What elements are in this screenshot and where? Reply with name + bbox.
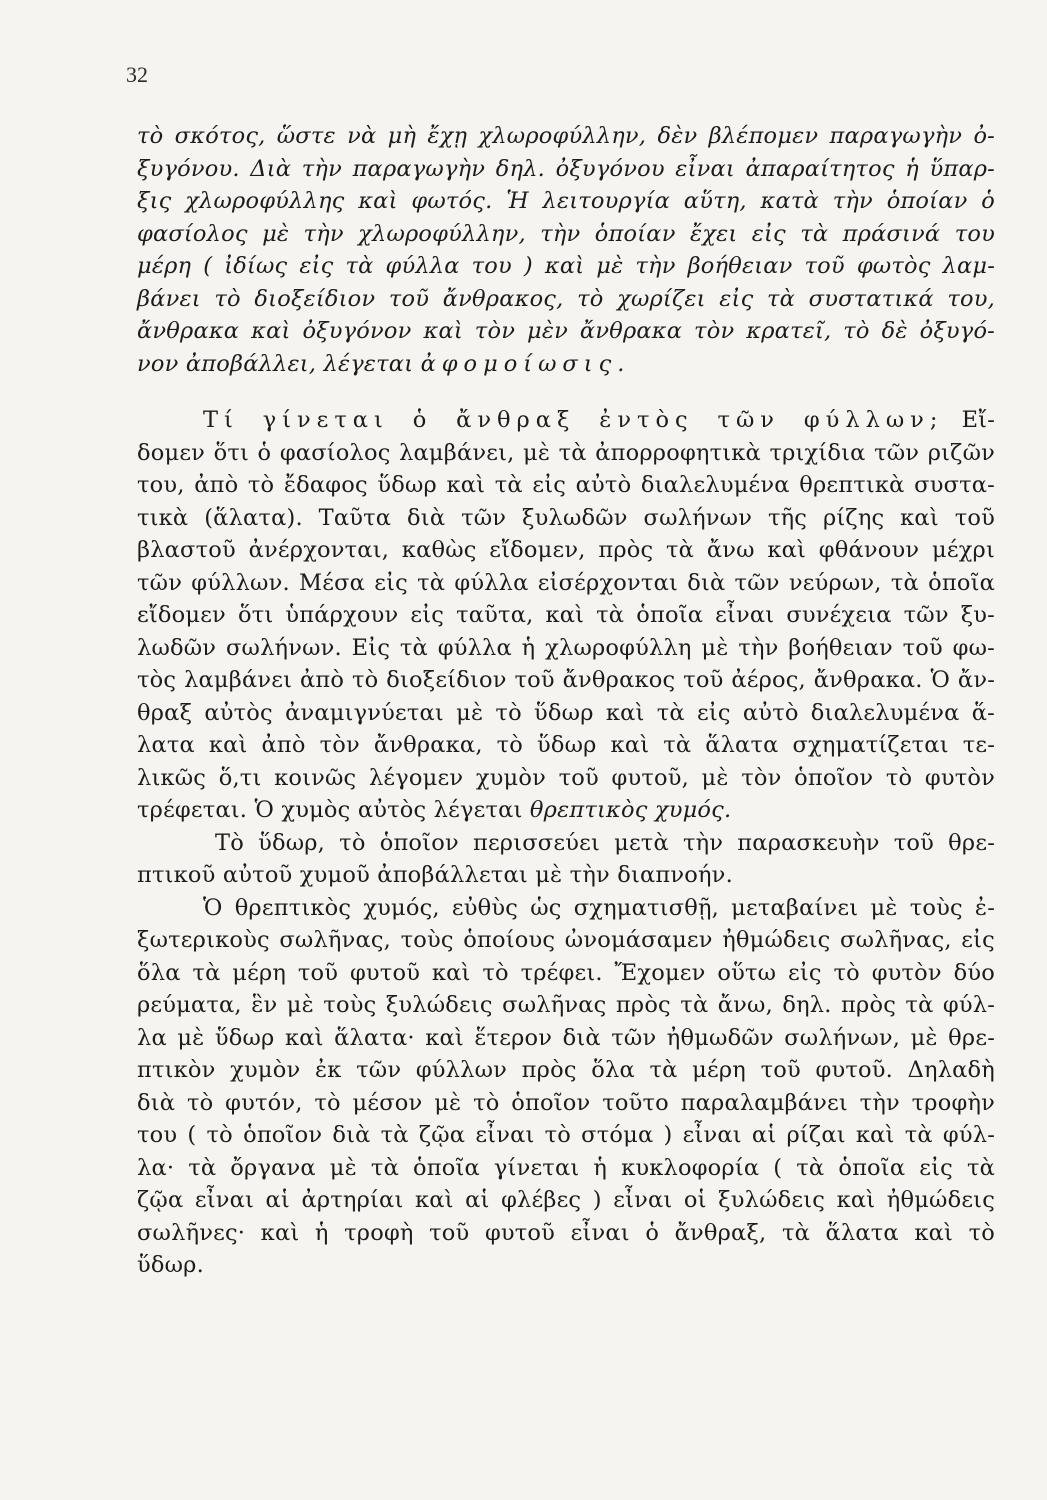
- text-line: λατα καὶ ἀπὸ τὸν ἄνθρακα, τὸ ὕδωρ καὶ τὰ ἅλατα σχηματίζεται τε-: [137, 732, 995, 758]
- text-line: ὕδωρ.: [137, 1252, 204, 1278]
- text-line: πτικοῦ αὐτοῦ χυμοῦ ἀποβάλλεται μὲ τὴν διαπνοήν.: [137, 862, 733, 888]
- text-line: τὸ σκότος, ὥστε νὰ μὴ ἔχῃ χλωροφύλλην, δὲν βλέπομεν παραγωγὴν ὀ-: [137, 123, 995, 149]
- text-line: λικῶς ὅ,τι κοινῶς λέγομεν χυμὸν τοῦ φυτοῦ, μὲ τὸν ὁποῖον τὸ φυτὸν: [137, 764, 995, 791]
- text-line: του, ἀπὸ τὸ ἔδαφος ὕδωρ καὶ τὰ εἰς αὐτὸ διαλελυμένα θρεπτικὰ συστα-: [137, 472, 995, 498]
- text-line: Ὁ θρεπτικὸς χυμός, εὐθὺς ὡς σχηματισθῇ, μεταβαίνει μὲ τοὺς ἐ-: [203, 894, 995, 921]
- text-line: λα· τὰ ὄργανα μὲ τὰ ὁποῖα γίνεται ἡ κυκλοφορία ( τὰ ὁποῖα εἰς τὰ: [137, 1154, 995, 1181]
- text-fragment: νον ἀποβάλλει, λέγεται: [137, 350, 414, 377]
- text-line: ξυγόνου. Διὰ τὴν παραγωγὴν δηλ. ὀξυγόνου εἶναι ἀπαραίτητος ἡ ὕπαρ-: [137, 155, 995, 182]
- body-text: [137, 120, 995, 1282]
- text-fragment: τρέφεται. Ὁ χυμὸς αὐτὸς λέγεται: [137, 797, 523, 823]
- text-line: [137, 794, 995, 827]
- text-line: ὅλα τὰ μέρη τοῦ φυτοῦ καὶ τὸ τρέφει. Ἔχομεν οὕτω εἰς τὸ φυτὸν δύο: [137, 959, 995, 986]
- text-line: τῶν φύλλων. Μέσα εἰς τὰ φύλλα εἰσέρχονται διὰ τῶν νεύρων, τὰ ὁποῖα: [137, 569, 995, 596]
- text-line: λωδῶν σωλήνων. Εἰς τὰ φύλλα ἡ χλωροφύλλη μὲ τὴν βοήθειαν τοῦ φω-: [137, 634, 995, 661]
- text-line: θραξ αὐτὸς ἀναμιγνύεται μὲ τὸ ὕδωρ καὶ τὰ εἰς αὐτὸ διαλελυμένα ἅ-: [137, 699, 995, 726]
- text-line: βάνει τὸ διοξείδιον τοῦ ἄνθρακος, τὸ χωρίζει εἰς τὰ συστατικά του,: [137, 285, 995, 312]
- text-line: ξις χλωροφύλλης καὶ φωτός. Ἡ λειτουργία αὕτη, κατὰ τὴν ὁποίαν ὁ: [137, 188, 995, 214]
- page-number: 32: [126, 62, 148, 87]
- text-line: εἴδομεν ὅτι ὑπάρχουν εἰς ταῦτα, καὶ τὰ ὁποῖα εἶναι συνέχεια τῶν ξυ-: [137, 602, 995, 628]
- text-line: ξωτερικοὺς σωλῆνας, τοὺς ὁποίους ὠνομάσαμεν ἠθμώδεις σωλῆνας, εἰς: [137, 927, 995, 953]
- text-line: δομεν ὅτι ὁ φασίολος λαμβάνει, μὲ τὰ ἀπορροφητικὰ τριχίδια τῶν ριζῶν: [137, 439, 995, 466]
- text-line: πτικὸν χυμὸν ἐκ τῶν φύλλων πρὸς ὅλα τὰ μέρη τοῦ φυτοῦ. Δηλαδὴ: [137, 1057, 995, 1083]
- text-line: τὸς λαμβάνει ἀπὸ τὸ διοξείδιον τοῦ ἄνθρακος τοῦ ἀέρος, ἄνθρακα. Ὁ ἄν-: [137, 667, 995, 693]
- text-line: λα μὲ ὕδωρ καὶ ἅλατα· καὶ ἕτερον διὰ τῶν ἠθμωδῶν σωλήνων, μὲ θρε-: [137, 1024, 995, 1051]
- text-line: ρεύματα, ἓν μὲ τοὺς ξυλώδεις σωλῆνας πρὸς τὰ ἄνω, δηλ. πρὸς τὰ φύλ-: [137, 992, 995, 1018]
- text-fragment: Εἴ-: [961, 407, 996, 433]
- section-heading-line: [137, 404, 995, 437]
- text-line: μέρη ( ἰδίως εἰς τὰ φύλλα του ) καὶ μὲ τὴν βοήθειαν τοῦ φωτὸς λαμ-: [137, 253, 995, 279]
- text-line: ἄνθρακα καὶ ὀξυγόνον καὶ τὸν μὲν ἄνθρακα τὸν κρατεῖ, τὸ δὲ ὀξυγό-: [137, 318, 995, 344]
- text-line: φασίολος μὲ τὴν χλωροφύλλην, τὴν ὁποίαν ἔχει εἰς τὰ πράσινά του: [137, 220, 995, 247]
- text-line: του ( τὸ ὁποῖον διὰ τὰ ζῷα εἶναι τὸ στόμα ) εἶναι αἱ ρίζαι καὶ τὰ φύλ-: [137, 1122, 995, 1148]
- text-line: [137, 348, 995, 381]
- section-heading: Τί γίνεται ὁ ἄνθραξ ἐντὸς τῶν φύλλων;: [203, 407, 944, 433]
- text-line: σωλῆνες· καὶ ἡ τροφὴ τοῦ φυτοῦ εἶναι ὁ ἄνθραξ, τὰ ἅλατα καὶ τὸ: [137, 1219, 995, 1246]
- term-spaced: ἀφομοίωσις.: [420, 350, 631, 377]
- text-line: τικὰ (ἅλατα). Ταῦτα διὰ τῶν ξυλωδῶν σωλήνων τῆς ρίζης καὶ τοῦ: [137, 504, 995, 531]
- text-line: βλαστοῦ ἀνέρχονται, καθὼς εἴδομεν, πρὸς τὰ ἄνω καὶ φθάνουν μέχρι: [137, 537, 995, 563]
- text-line: διὰ τὸ φυτόν, τὸ μέσον μὲ τὸ ὁποῖον τοῦτο παραλαμβάνει τὴν τροφὴν: [137, 1089, 995, 1116]
- text-line: Τὸ ὕδωρ, τὸ ὁποῖον περισσεύει μετὰ τὴν παρασκευὴν τοῦ θρε-: [215, 829, 995, 856]
- text-line: ζῷα εἶναι αἱ ἀρτηρίαι καὶ αἱ φλέβες ) εἶναι οἱ ξυλώδεις καὶ ἠθμώδεις: [137, 1187, 995, 1213]
- term-italic: θρεπτικὸς χυμός.: [529, 797, 732, 823]
